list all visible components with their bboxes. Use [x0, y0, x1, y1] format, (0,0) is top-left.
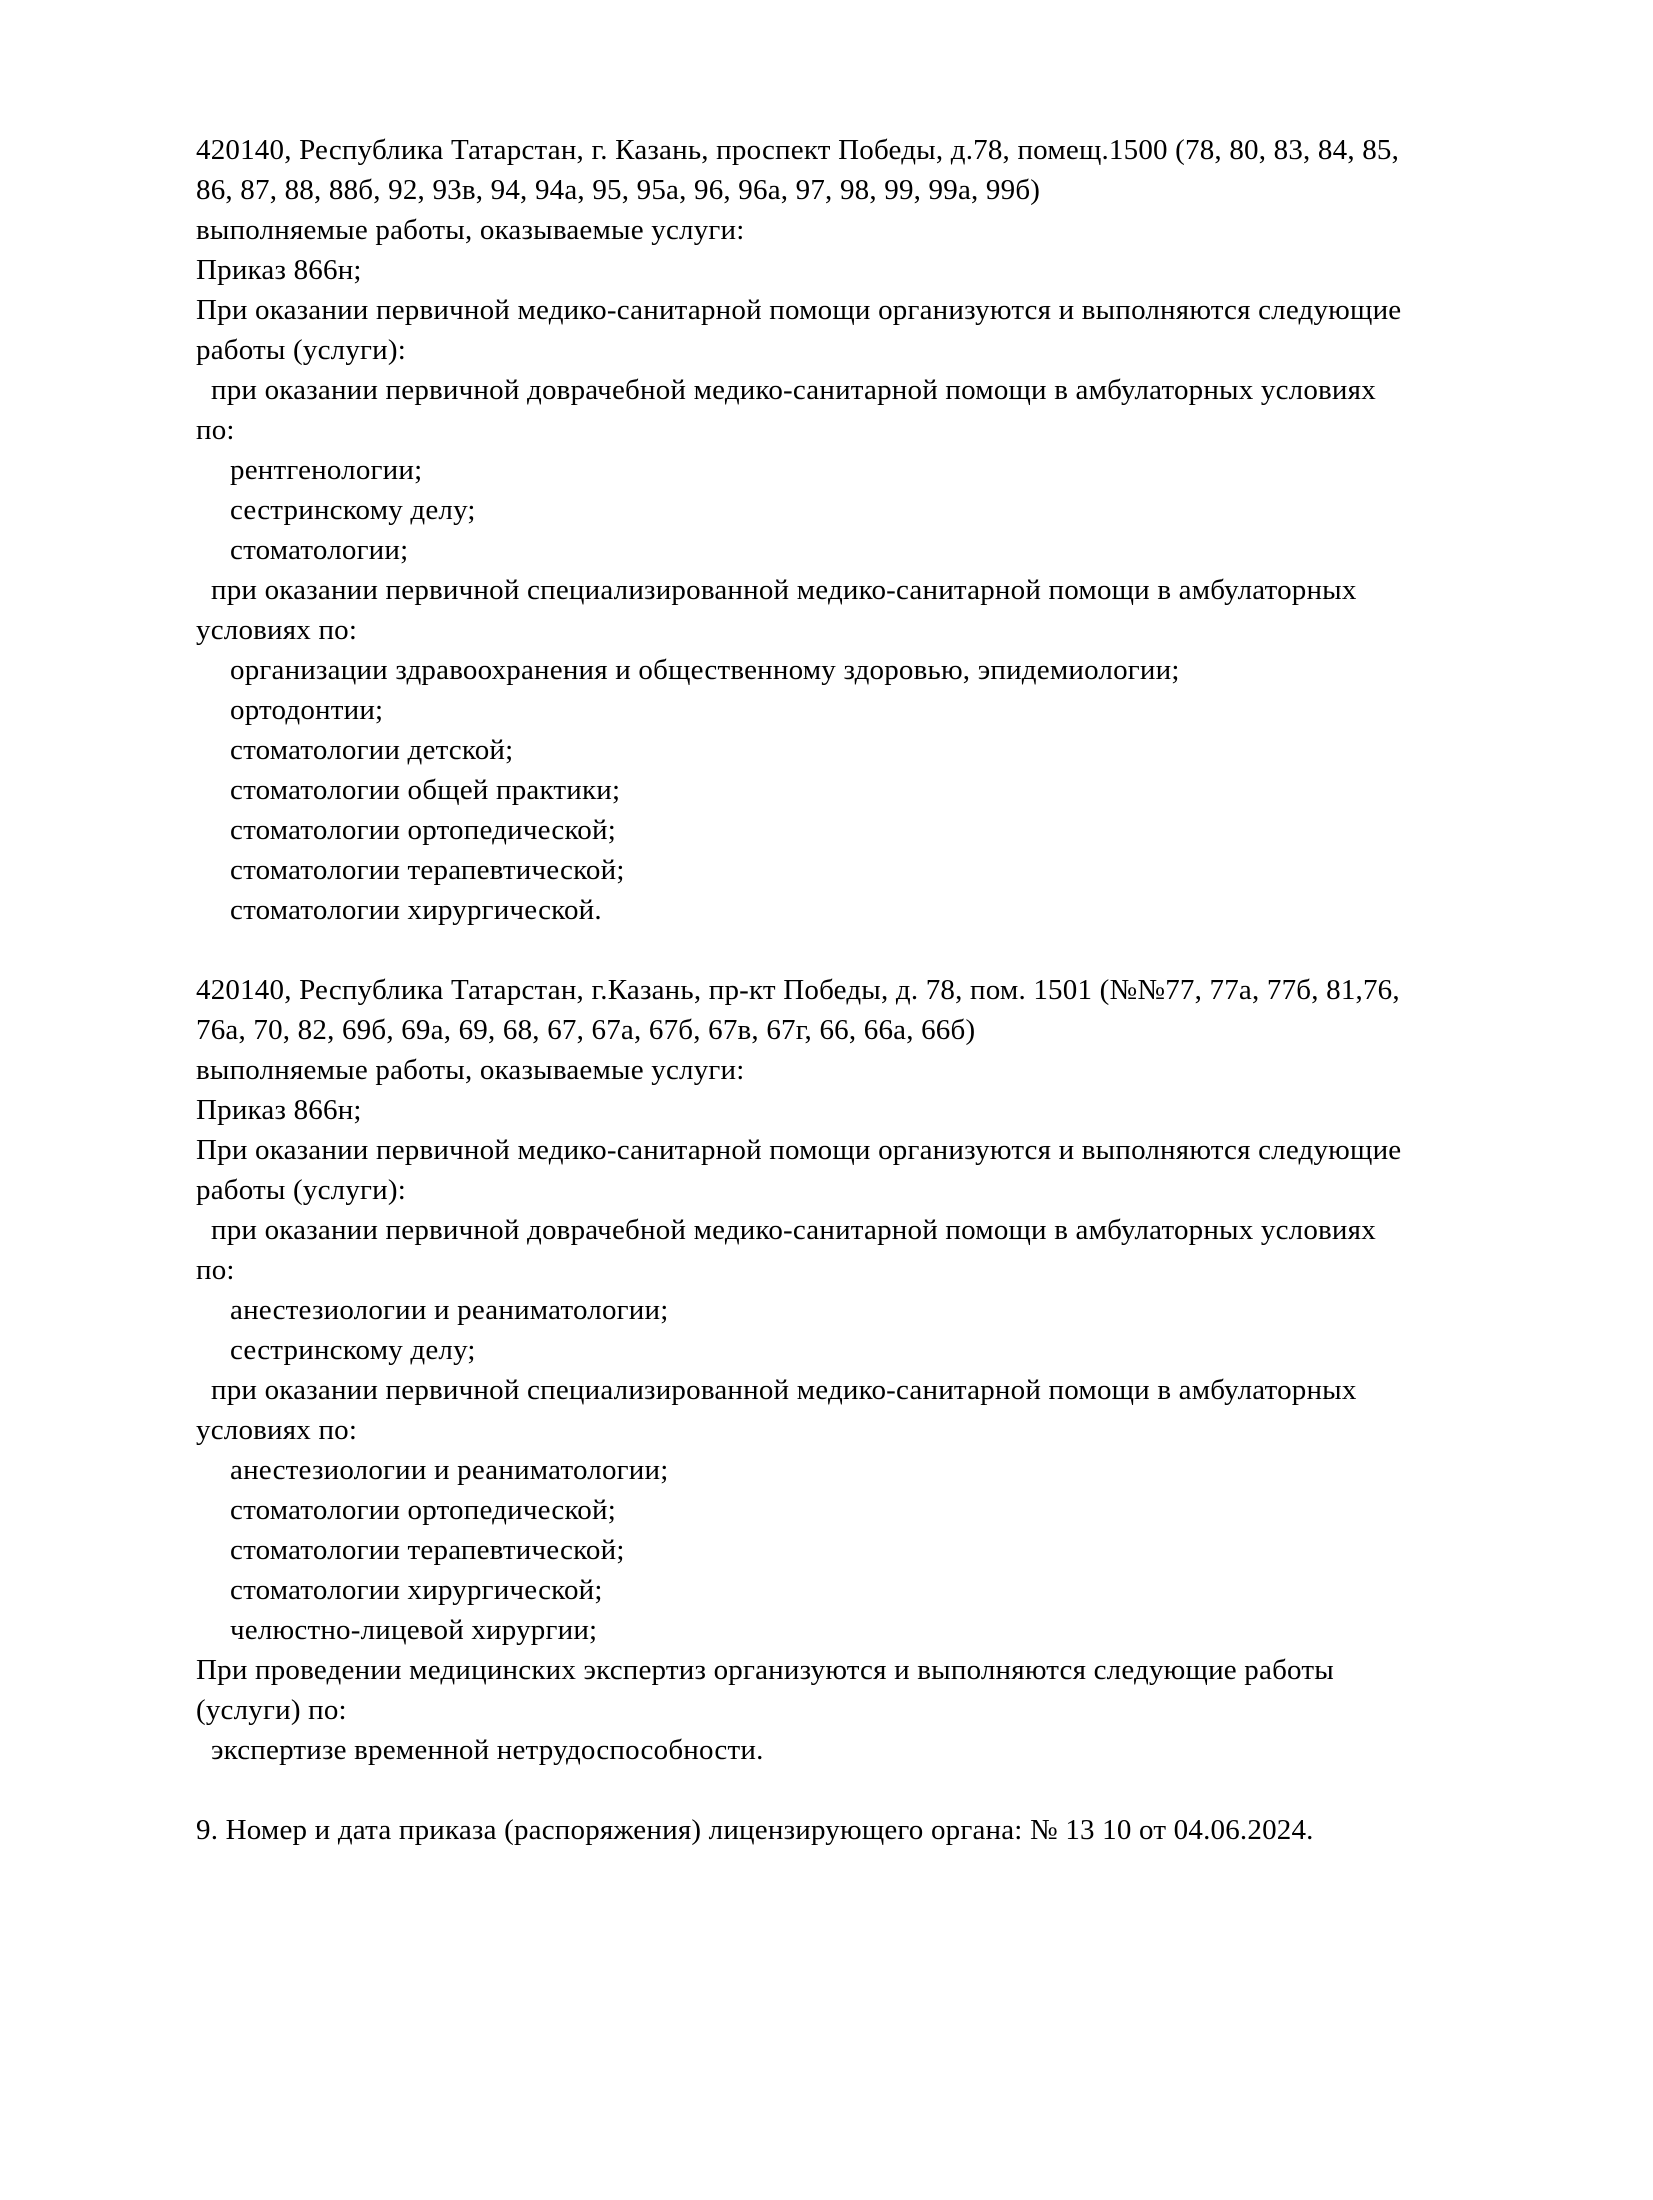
text-line: Приказ 866н; [196, 254, 362, 286]
text-line: при оказании первичной специализированной медико-санитарной помощи в амбулаторных [211, 574, 1357, 606]
text-line: 420140, Республика Татарстан, г. Казань, проспект Победы, д.78, помещ.1500 (78, 80, 83, 84, 85, [196, 134, 1400, 166]
text-line: стоматологии детской; [230, 734, 514, 766]
text-line: При оказании первичной медико-санитарной помощи организуются и выполняются следующие [196, 294, 1402, 326]
text-line: экспертизе временной нетрудоспособности. [211, 1734, 764, 1766]
text-line: стоматологии хирургической. [230, 894, 602, 926]
text-line: организации здравоохранения и общественному здоровью, эпидемиологии; [230, 654, 1180, 686]
text-line: ортодонтии; [230, 694, 384, 726]
text-line: стоматологии общей практики; [230, 774, 621, 806]
license-text-block [196, 130, 1586, 1850]
text-line: при оказании первичной специализированной медико-санитарной помощи в амбулаторных [211, 1374, 1357, 1406]
text-line: 420140, Республика Татарстан, г.Казань, пр-кт Победы, д. 78, пом. 1501 (№№77, 77а, 77б, 81,76, [196, 974, 1400, 1006]
text-line: Приказ 866н; [196, 1094, 362, 1126]
text-line: стоматологии ортопедической; [230, 1494, 616, 1526]
text-line: 9. Номер и дата приказа (распоряжения) лицензирующего органа: № 13 10 от 04.06.2024. [196, 1814, 1314, 1846]
text-line: анестезиологии и реаниматологии; [230, 1454, 669, 1486]
text-line: стоматологии ортопедической; [230, 814, 616, 846]
text-line: работы (услуги): [196, 334, 406, 366]
text-line: при оказании первичной доврачебной медико-санитарной помощи в амбулаторных условиях [211, 374, 1376, 406]
text-line: сестринскому делу; [230, 494, 476, 526]
text-line: стоматологии хирургической; [230, 1574, 603, 1606]
text-line: сестринскому делу; [230, 1334, 476, 1366]
text-line: стоматологии терапевтической; [230, 1534, 625, 1566]
blank-line [196, 930, 1586, 970]
text-line: условиях по: [196, 1414, 358, 1446]
text-line: при оказании первичной доврачебной медико-санитарной помощи в амбулаторных условиях [211, 1214, 1376, 1246]
text-line: стоматологии; [230, 534, 409, 566]
text-line: При оказании первичной медико-санитарной помощи организуются и выполняются следующие [196, 1134, 1402, 1166]
text-line: стоматологии терапевтической; [230, 854, 625, 886]
text-line: анестезиологии и реаниматологии; [230, 1294, 669, 1326]
blank-line [196, 1770, 1586, 1810]
text-line: работы (услуги): [196, 1174, 406, 1206]
text-line: условиях по: [196, 614, 358, 646]
text-line: выполняемые работы, оказываемые услуги: [196, 214, 745, 246]
text-line: 76а, 70, 82, 69б, 69а, 69, 68, 67, 67а, 67б, 67в, 67г, 66, 66а, 66б) [196, 1014, 976, 1046]
text-line: 86, 87, 88, 88б, 92, 93в, 94, 94а, 95, 95а, 96, 96а, 97, 98, 99, 99а, 99б) [196, 174, 1041, 206]
text-line: челюстно-лицевой хирургии; [230, 1614, 598, 1646]
text-line: При проведении медицинских экспертиз организуются и выполняются следующие работы [196, 1654, 1334, 1686]
text-line: по: [196, 1254, 235, 1286]
text-line: по: [196, 414, 235, 446]
text-line: выполняемые работы, оказываемые услуги: [196, 1054, 745, 1086]
text-line: рентгенологии; [230, 454, 423, 486]
text-line: (услуги) по: [196, 1694, 347, 1726]
